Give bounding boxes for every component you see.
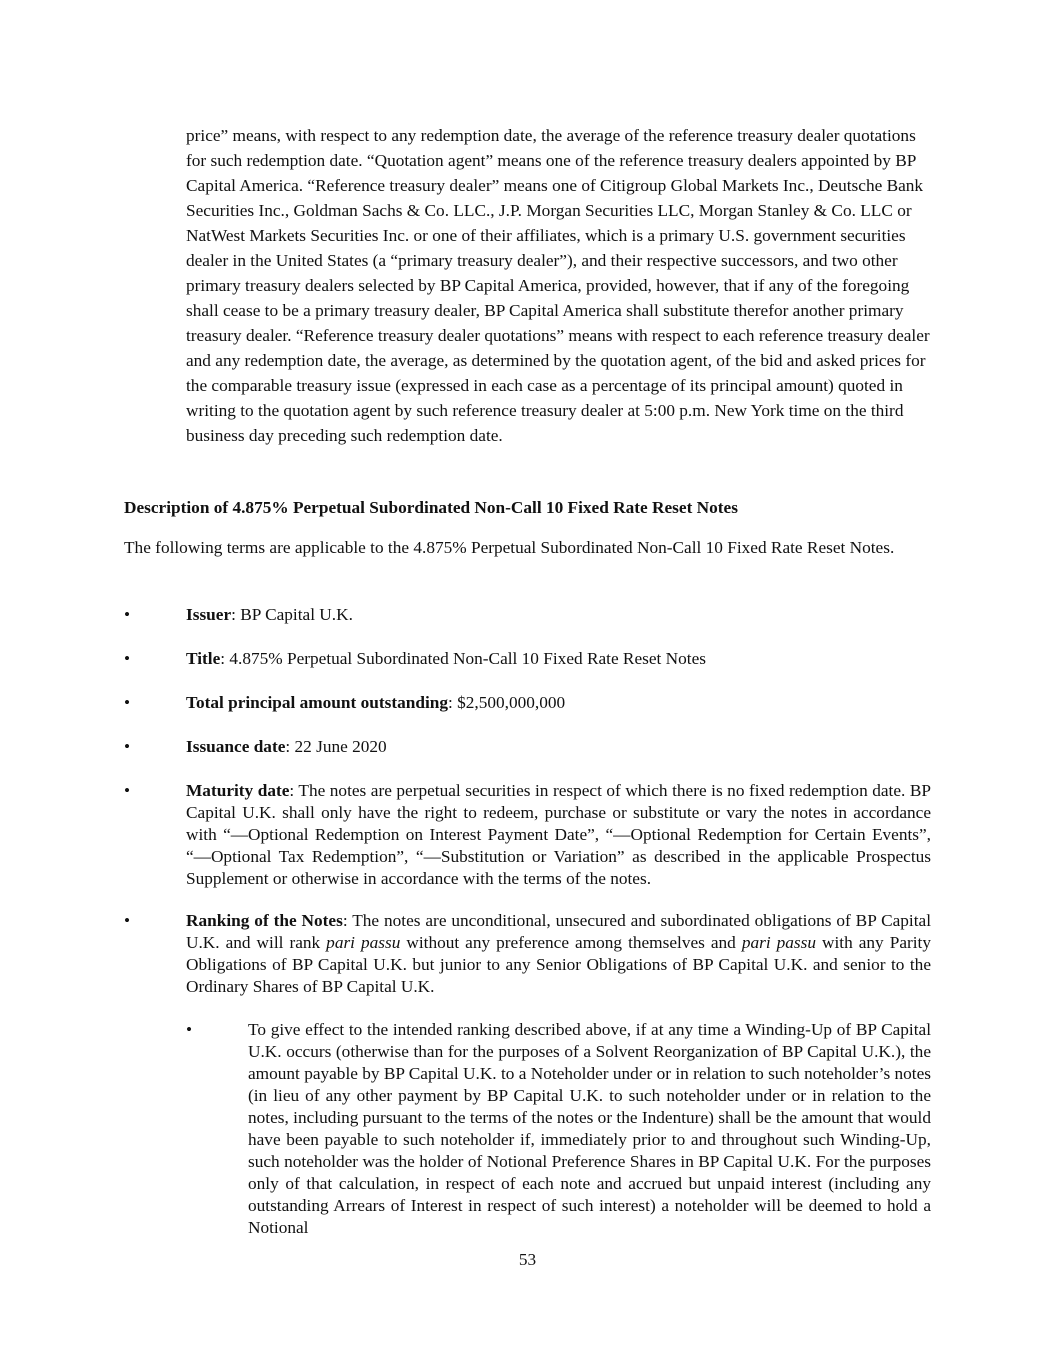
bullet-icon: • [124, 649, 131, 668]
term-value: : 4.875% Perpetual Subordinated Non-Call 10 Fixed Rate Reset Notes [220, 649, 706, 668]
term-label: Ranking of the Notes [186, 911, 343, 930]
term-value: : BP Capital U.K. [231, 605, 353, 624]
italic-term: pari passu [326, 933, 401, 952]
bullet-icon: • [124, 605, 131, 624]
bullet-icon: • [124, 911, 131, 930]
term-value: : $2,500,000,000 [448, 693, 566, 712]
italic-term: pari passu [741, 933, 817, 952]
section-heading: Description of 4.875% Perpetual Subordinated Non-Call 10 Fixed Rate Reset Notes [124, 498, 738, 517]
term-value: : 22 June 2020 [285, 737, 387, 756]
term-value: with any Parity Obligations of BP Capital U.K. but junior to any Senior Obligations of BP Capital U.K. and senior to the Ordinary Shares of BP Capital U.K. [186, 933, 931, 996]
term-label: Total principal amount outstanding [186, 693, 449, 712]
term-label: Maturity date [186, 781, 290, 800]
term-value: without any preference among themselves and [400, 933, 742, 952]
term-value: : The notes are unconditional, unsecured and subordinated obligations of BP Capital U.K. and will rank [186, 911, 931, 952]
reference-treasury-paragraph: price” means, with respect to any redemption date, the average of the reference treasury dealer quotations for such redemption date. “Quotation agent” means one of the reference treasury dealers appointed by BP Capital America. “Reference treasury dealer” means one of Citigroup Global Markets Inc., Deutsche Bank Securities Inc., Goldman Sachs & Co. LLC., J.P. Morgan Securities LLC, Morgan Stanley & Co. LLC or NatWest Markets Securities Inc. or one of their affiliates, which is a primary U.S. government securities dealer in the United States (a “primary treasury dealer”), and their respective successors, and two other primary treasury dealers selected by BP Capital America, provided, however, that if any of the foregoing shall cease to be a primary treasury dealer, BP Capital America shall substitute therefor another primary treasury dealer. “Reference treasury dealer quotations” means with respect to each reference treasury dealer and any redemption date, the average, as determined by the quotation agent, of the bid and asked prices for the comparable treasury issue (expressed in each case as a percentage of its principal amount) quoted in writing to the quotation agent by such reference treasury dealer at 5:00 p.m. New York time on the third business day preceding such redemption date. [186, 126, 930, 445]
bullet-icon: • [186, 1020, 193, 1039]
term-value: : The notes are perpetual securities in respect of which there is no fixed redemption date. BP Capital U.K. shall only have the right to redeem, purchase or substitute or vary the notes in accordance with “—Optional Redemption on Interest Payment Date”, “—Optional Redemption for Certain Events”, “—Optional Tax Redemption”, “—Substitution or Variation” as described in the applicable Prospectus Supplement or otherwise in accordance with the terms of the notes. [186, 781, 931, 888]
term-label: Issuer [186, 605, 232, 624]
bullet-icon: • [124, 781, 131, 800]
bullet-icon: • [124, 737, 131, 756]
bullet-icon: • [124, 693, 131, 712]
intro-paragraph: The following terms are applicable to the 4.875% Perpetual Subordinated Non-Call 10 Fixed Rate Reset Notes. [124, 538, 895, 557]
term-label: Issuance date [186, 737, 286, 756]
sub-bullet-text: To give effect to the intended ranking described above, if at any time a Winding-Up of BP Capital U.K. occurs (otherwise than for the purposes of a Solvent Reorganization of BP Capital U.K.), the amount payable by BP Capital U.K. to a Noteholder under or in relation to such noteholder’s notes (in lieu of any other payment by BP Capital U.K. to such noteholder under or in relation to the notes, including pursuant to the terms of the notes or the Indenture) shall be the amount that would have been payable to such noteholder if, immediately prior to and throughout such Winding-Up, such noteholder was the holder of Notional Preference Shares in BP Capital U.K. For the purposes only of that calculation, in respect of each note and accrued but unpaid interest (including any outstanding Arrears of Interest in respect of such interest) a noteholder will be deemed to hold a Notional [248, 1020, 931, 1237]
page-number: 53 [518, 1250, 537, 1269]
term-label: Title [186, 649, 221, 668]
